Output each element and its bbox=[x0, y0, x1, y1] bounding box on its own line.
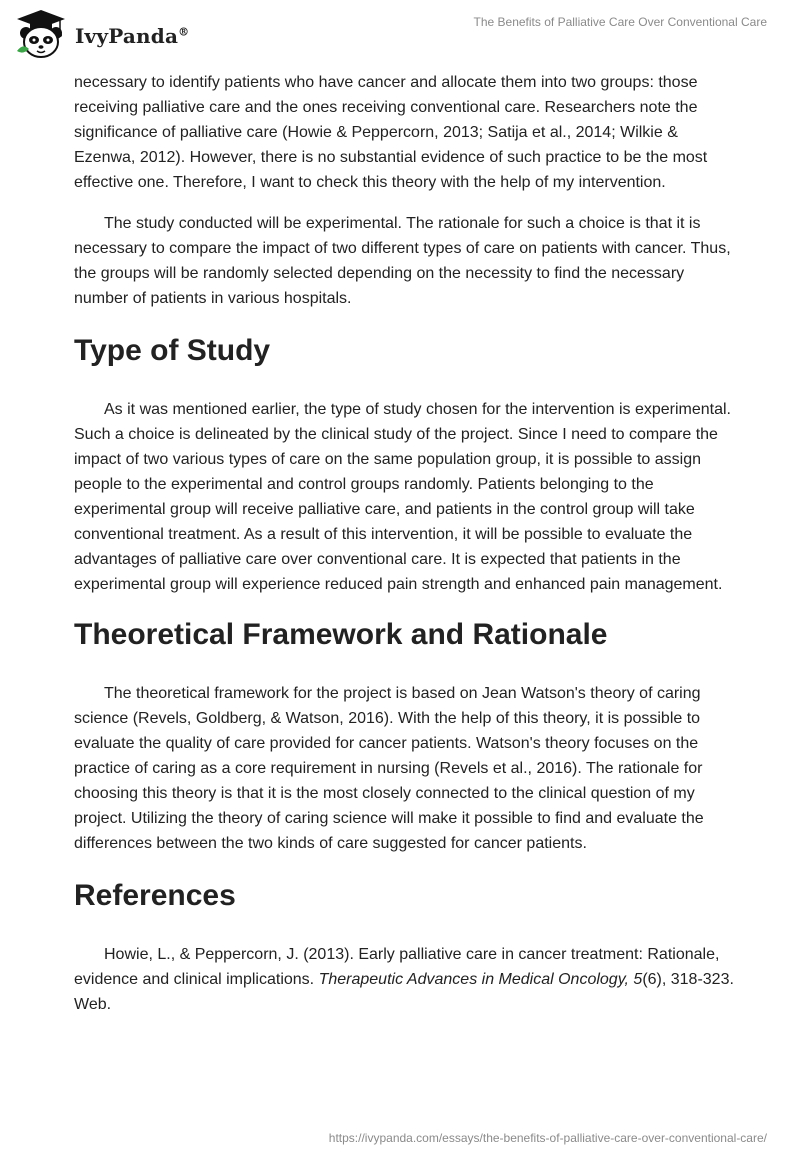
paragraph-study-design: The study conducted will be experimental. The rationale for such a choice is that it is necessary to compare the impact of two different types of care on patients with cancer. Thus, the groups will be randomly selected depending on the necessity to find the necessary number of patients in various hospitals. bbox=[74, 215, 731, 307]
document-title: The Benefits of Palliative Care Over Conventional Care bbox=[473, 15, 767, 29]
heading-references: References bbox=[74, 879, 236, 912]
paragraph-type-of-study: As it was mentioned earlier, the type of study chosen for the intervention is experimental. Such a choice is delineated by the clinical study of the project. Since I need to compare the impact of two various types of care on the same population group, it is possible to assign people to the experimental and control groups randomly. Patients belonging to the experimental group will receive palliative care, and patients in the control group will take conventional treatment. As a result of this intervention, it will be possible to evaluate the advantages of palliative care over conventional care. It is expected that patients in the experimental group will experience reduced pain strength and enhanced pain management. bbox=[74, 401, 731, 593]
paragraph-theoretical-framework: The theoretical framework for the project is based on Jean Watson's theory of caring science (Revels, Goldberg, & Watson, 2016). With the help of this theory, it is possible to evaluate the quality of care provided for cancer patients. Watson's theory focuses on the practice of caring as a core requirement in nursing (Revels et al., 2016). The rationale for choosing this theory is that it is the most closely connected to the clinical question of my project. Utilizing the theory of caring science will make it possible to find and evaluate the differences between the two kinds of care suggested for cancer patients. bbox=[74, 685, 704, 852]
heading-theoretical-framework: Theoretical Framework and Rationale bbox=[74, 618, 608, 651]
reference-issue-pages: (6), 318-323. Web. bbox=[74, 971, 734, 1013]
source-url-link[interactable]: https://ivypanda.com/essays/the-benefits-of-palliative-care-over-conventional-care/ bbox=[328, 1131, 767, 1145]
ivypanda-logo[interactable] bbox=[13, 7, 189, 63]
page-header bbox=[0, 0, 800, 72]
panda-graduate-icon bbox=[13, 7, 69, 63]
reference-journal: Therapeutic Advances in Medical Oncology, 5 bbox=[318, 971, 643, 988]
essay-content bbox=[74, 70, 734, 1017]
brand-name: IvyPanda® bbox=[75, 24, 190, 48]
heading-type-of-study: Type of Study bbox=[74, 334, 271, 367]
reference-entry bbox=[74, 942, 734, 1017]
reference-authors-title: Howie, L., & Peppercorn, J. (2013). Early palliative care in cancer treatment: Rationale, evidence and clinical implications. bbox=[74, 946, 720, 988]
paragraph-continued: necessary to identify patients who have cancer and allocate them into two groups: those receiving palliative care and the ones receiving conventional care. Researchers note the significance of palliative care (Howie & Peppercorn, 2013; Satija et al., 2014; Wilkie & Ezenwa, 2012). However, there is no substantial evidence of such practice to be the most effective one. Therefore, I want to check this theory with the help of my intervention. bbox=[74, 74, 708, 191]
